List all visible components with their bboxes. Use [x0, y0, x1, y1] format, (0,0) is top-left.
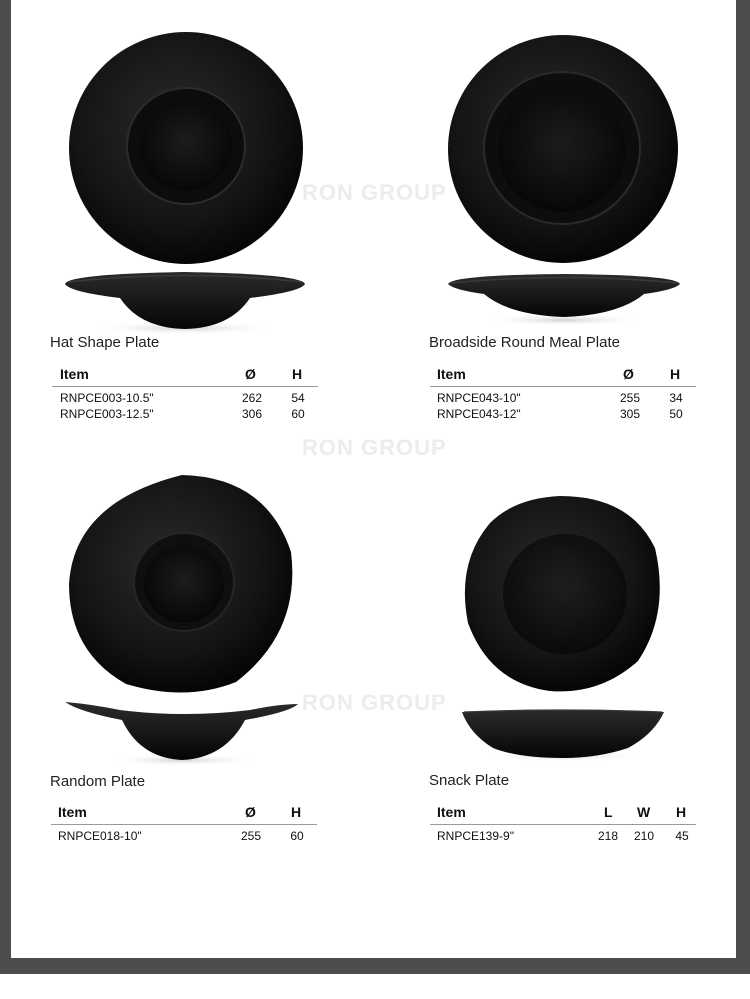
- header-diameter: Ø: [245, 804, 256, 820]
- header-item: Item: [60, 366, 89, 382]
- length-value: 218: [597, 829, 619, 843]
- header-height: H: [676, 804, 687, 820]
- item-code: RNPCE018-10": [58, 829, 142, 843]
- header-diameter: Ø: [623, 366, 634, 382]
- header-width: W: [637, 804, 651, 820]
- item-code: RNPCE043-12": [437, 407, 521, 421]
- table-row: [430, 391, 696, 407]
- spec-table: [430, 366, 696, 426]
- item-code: RNPCE003-12.5": [60, 407, 154, 421]
- width-value: 210: [633, 829, 655, 843]
- item-code: RNPCE139-9": [437, 829, 514, 843]
- watermark: RON GROUP: [302, 690, 447, 715]
- header-item: Item: [437, 366, 466, 382]
- diameter-value: 262: [241, 391, 263, 405]
- height-value: 34: [669, 391, 683, 405]
- diameter-value: 255: [240, 829, 262, 843]
- broadside-plate-top-view: [446, 32, 680, 266]
- frame-right-border: [736, 0, 750, 999]
- table-row: [52, 407, 318, 423]
- bottom-strip: [0, 974, 750, 999]
- frame-left-border: [0, 0, 11, 999]
- header-diameter: Ø: [245, 366, 256, 382]
- product-name: Snack Plate: [429, 772, 510, 789]
- spec-table: [51, 804, 317, 848]
- product-name: Hat Shape Plate: [50, 334, 160, 351]
- height-value: 60: [290, 829, 304, 843]
- random-plate-top-view: [66, 472, 298, 698]
- hat-plate-top-view: [66, 28, 306, 268]
- header-length: L: [604, 804, 613, 820]
- table-row: [51, 829, 317, 845]
- snack-plate-top-view: [460, 493, 666, 695]
- header-item: Item: [437, 804, 466, 820]
- height-value: 54: [291, 391, 305, 405]
- diameter-value: 255: [619, 391, 641, 405]
- product-name: Broadside Round Meal Plate: [429, 334, 620, 351]
- diameter-value: 306: [241, 407, 263, 421]
- broadside-plate-side-view: [444, 270, 684, 330]
- table-row: [430, 829, 696, 845]
- item-code: RNPCE043-10": [437, 391, 521, 405]
- diameter-value: 305: [619, 407, 641, 421]
- header-height: H: [670, 366, 681, 382]
- spec-table-header: [430, 804, 696, 825]
- height-value: 60: [291, 407, 305, 421]
- header-height: H: [292, 366, 303, 382]
- watermark: RON GROUP: [302, 180, 447, 205]
- hat-plate-side-view: [60, 266, 310, 338]
- spec-table: [52, 366, 318, 426]
- header-item: Item: [58, 804, 87, 820]
- header-height: H: [291, 804, 302, 820]
- spec-table-header: [430, 366, 696, 387]
- height-value: 50: [669, 407, 683, 421]
- random-plate-side-view: [60, 694, 304, 770]
- watermark: RON GROUP: [302, 435, 447, 460]
- spec-table: [430, 804, 696, 848]
- height-value: 45: [675, 829, 689, 843]
- table-row: [430, 407, 696, 423]
- spec-table-header: [52, 366, 318, 387]
- table-row: [52, 391, 318, 407]
- snack-plate-side-view: [458, 704, 668, 764]
- product-name: Random Plate: [50, 773, 146, 790]
- item-code: RNPCE003-10.5": [60, 391, 154, 405]
- spec-table-header: [51, 804, 317, 825]
